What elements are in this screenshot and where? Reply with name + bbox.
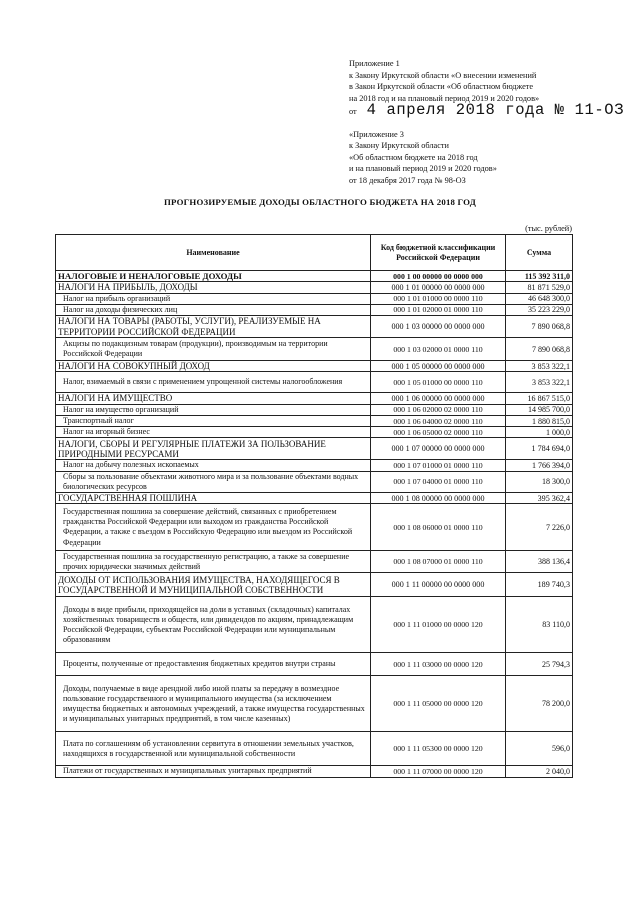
- header2-line: к Закону Иркутской области: [349, 141, 449, 151]
- column-header-code: Код бюджетной классификации Российской Федерации: [371, 235, 506, 271]
- row-sum: 35 223 229,0: [506, 304, 573, 315]
- row-sum: 189 740,3: [506, 573, 573, 597]
- row-name: Налог на добычу полезных ископаемых: [56, 460, 371, 471]
- table-row: [56, 504, 573, 551]
- row-code: 000 1 06 04000 02 0000 110: [371, 416, 506, 427]
- unit-label: (тыс. рублей): [525, 224, 572, 233]
- table-row: [56, 551, 573, 573]
- table-header-row: [56, 235, 573, 271]
- row-sum: 388 136,4: [506, 551, 573, 573]
- row-name: Налог на имущество организаций: [56, 404, 371, 415]
- row-name: Налог, взимаемый в связи с применением упрощенной системы налогообложения: [56, 372, 371, 393]
- row-name: Государственная пошлина за государственную регистрацию, а также за совершение прочих юридически значимых действий: [56, 551, 371, 573]
- header-line: к Закону Иркутской области «О внесении изменений: [349, 70, 537, 80]
- row-code: 000 1 06 02000 02 0000 110: [371, 404, 506, 415]
- row-code: 000 1 07 00000 00 0000 000: [371, 438, 506, 460]
- row-code: 000 1 11 05300 00 0000 120: [371, 732, 506, 766]
- table-row: [56, 766, 573, 777]
- table-row: [56, 471, 573, 492]
- row-sum: 14 985 700,0: [506, 404, 573, 415]
- table-row: [56, 676, 573, 732]
- date-line: [349, 101, 625, 120]
- row-sum: 395 362,4: [506, 493, 573, 504]
- row-name: НАЛОГИ НА ИМУЩЕСТВО: [56, 393, 371, 404]
- row-name: Транспортный налог: [56, 416, 371, 427]
- row-sum: 1 880 815,0: [506, 416, 573, 427]
- row-name: НАЛОГИ НА ТОВАРЫ (РАБОТЫ, УСЛУГИ), РЕАЛИЗУЕМЫЕ НА ТЕРРИТОРИИ РОССИЙСКОЙ ФЕДЕРАЦИИ: [56, 316, 371, 338]
- row-code: 000 1 11 07000 00 0000 120: [371, 766, 506, 777]
- row-sum: 7 890 068,8: [506, 338, 573, 361]
- table-body: [56, 271, 573, 778]
- table-row: [56, 361, 573, 372]
- row-code: 000 1 06 00000 00 0000 000: [371, 393, 506, 404]
- table-row: [56, 427, 573, 438]
- row-sum: 16 867 515,0: [506, 393, 573, 404]
- table-row: [56, 653, 573, 676]
- row-name: Платежи от государственных и муниципальных унитарных предприятий: [56, 766, 371, 777]
- table-row: [56, 404, 573, 415]
- row-code: 000 1 11 03000 00 0000 120: [371, 653, 506, 676]
- row-code: 000 1 08 00000 00 0000 000: [371, 493, 506, 504]
- table-row: [56, 293, 573, 304]
- row-sum: 1 766 394,0: [506, 460, 573, 471]
- table-row: [56, 493, 573, 504]
- row-code: 000 1 01 00000 00 0000 000: [371, 282, 506, 293]
- row-name: Налог на прибыль организаций: [56, 293, 371, 304]
- row-code: 000 1 07 01000 01 0000 110: [371, 460, 506, 471]
- document-title: ПРОГНОЗИРУЕМЫЕ ДОХОДЫ ОБЛАСТНОГО БЮДЖЕТА НА 2018 ГОД: [164, 197, 476, 207]
- row-name: ГОСУДАРСТВЕННАЯ ПОШЛИНА: [56, 493, 371, 504]
- row-code: 000 1 06 05000 02 0000 110: [371, 427, 506, 438]
- row-code: 000 1 07 04000 01 0000 110: [371, 471, 506, 492]
- row-code: 000 1 08 06000 01 0000 110: [371, 504, 506, 551]
- row-name: Плата по соглашениям об установлении сервитута в отношении земельных участков, находящихся в государственной или муниципальной собственности: [56, 732, 371, 766]
- row-sum: 83 110,0: [506, 597, 573, 653]
- header-line: на 2018 год и на плановый период 2019 и 2020 годов»: [349, 93, 540, 103]
- header2-line: «Приложение 3: [349, 130, 404, 139]
- row-code: 000 1 01 01000 00 0000 110: [371, 293, 506, 304]
- row-name: НАЛОГОВЫЕ И НЕНАЛОГОВЫЕ ДОХОДЫ: [56, 271, 371, 282]
- row-code: 000 1 08 07000 01 0000 110: [371, 551, 506, 573]
- row-code: 000 1 03 00000 00 0000 000: [371, 316, 506, 338]
- header2-line: от 18 декабря 2017 года № 98-ОЗ: [349, 175, 466, 185]
- table-row: [56, 573, 573, 597]
- row-code: 000 1 01 02000 01 0000 110: [371, 304, 506, 315]
- row-name: Налог на доходы физических лиц: [56, 304, 371, 315]
- row-sum: 81 871 529,0: [506, 282, 573, 293]
- table-row: [56, 304, 573, 315]
- table-row: [56, 316, 573, 338]
- row-sum: 25 794,3: [506, 653, 573, 676]
- table-row: [56, 438, 573, 460]
- table-row: [56, 372, 573, 393]
- row-sum: 7 890 068,8: [506, 316, 573, 338]
- row-sum: 115 392 311,0: [506, 271, 573, 282]
- table-row: [56, 416, 573, 427]
- row-name: НАЛОГИ НА ПРИБЫЛЬ, ДОХОДЫ: [56, 282, 371, 293]
- handwritten-date: 4 апреля 2018 года № 11-ОЗ: [366, 101, 625, 120]
- row-name: НАЛОГИ, СБОРЫ И РЕГУЛЯРНЫЕ ПЛАТЕЖИ ЗА ПОЛЬЗОВАНИЕ ПРИРОДНЫМИ РЕСУРСАМИ: [56, 438, 371, 460]
- table-row: [56, 732, 573, 766]
- row-sum: 596,0: [506, 732, 573, 766]
- row-name: Государственная пошлина за совершение действий, связанных с приобретением гражданства Российской Федерации или выходом из гражданства Российской Федерации, а также с въездом в Российскую Федерацию или выездом из Российской Федерации: [56, 504, 371, 551]
- row-sum: 46 648 300,0: [506, 293, 573, 304]
- table-row: [56, 282, 573, 293]
- row-name: НАЛОГИ НА СОВОКУПНЫЙ ДОХОД: [56, 361, 371, 372]
- table-row: [56, 271, 573, 282]
- row-code: 000 1 00 00000 00 0000 000: [371, 271, 506, 282]
- row-name: Проценты, полученные от предоставления бюджетных кредитов внутри страны: [56, 653, 371, 676]
- table-row: [56, 597, 573, 653]
- column-header-sum: Сумма: [506, 235, 573, 271]
- row-code: 000 1 11 01000 00 0000 120: [371, 597, 506, 653]
- header-line: Приложение 1: [349, 59, 400, 68]
- row-code: 000 1 05 00000 00 0000 000: [371, 361, 506, 372]
- row-sum: 2 040,0: [506, 766, 573, 777]
- row-sum: 3 853 322,1: [506, 372, 573, 393]
- row-sum: 78 200,0: [506, 676, 573, 732]
- table-row: [56, 338, 573, 361]
- row-name: Доходы в виде прибыли, приходящейся на доли в уставных (складочных) капиталах хозяйственных товариществ и обществ, или дивидендов по акциям, принадлежащим Российской Федерации, субъектам Российской Федерации или муниципальным образованиям: [56, 597, 371, 653]
- table-row: [56, 460, 573, 471]
- row-sum: 7 226,0: [506, 504, 573, 551]
- row-code: 000 1 11 00000 00 0000 000: [371, 573, 506, 597]
- row-sum: 1 000,0: [506, 427, 573, 438]
- table-row: [56, 393, 573, 404]
- row-code: 000 1 11 05000 00 0000 120: [371, 676, 506, 732]
- header-line: в Закон Иркутской области «Об областном бюджете: [349, 82, 534, 92]
- header2-line: и на плановый период 2019 и 2020 годов»: [349, 164, 497, 174]
- date-prefix: от: [349, 107, 357, 117]
- original-appendix-header: [349, 129, 497, 186]
- row-code: 000 1 03 02000 01 0000 110: [371, 338, 506, 361]
- appendix-header: [349, 58, 624, 118]
- revenue-table: [55, 234, 573, 778]
- row-sum: 18 300,0: [506, 471, 573, 492]
- row-name: Доходы, получаемые в виде арендной либо иной платы за передачу в возмездное пользование государственного и муниципального имущества (за исключением имущества бюджетных и автономных учреждений, а также имущества государственных и муниципальных унитарных предприятий, в том числе казенных): [56, 676, 371, 732]
- row-sum: 3 853 322,1: [506, 361, 573, 372]
- row-sum: 1 784 694,0: [506, 438, 573, 460]
- row-name: Акцизы по подакцизным товарам (продукции), производимым на территории Российской Федерации: [56, 338, 371, 361]
- row-name: ДОХОДЫ ОТ ИСПОЛЬЗОВАНИЯ ИМУЩЕСТВА, НАХОДЯЩЕГОСЯ В ГОСУДАРСТВЕННОЙ И МУНИЦИПАЛЬНОЙ СОБСТВЕННОСТИ: [56, 573, 371, 597]
- row-name: Сборы за пользование объектами животного мира и за пользование объектами водных биологических ресурсов: [56, 471, 371, 492]
- column-header-name: Наименование: [56, 235, 371, 271]
- header2-line: «Об областном бюджете на 2018 год: [349, 152, 478, 162]
- row-name: Налог на игорный бизнес: [56, 427, 371, 438]
- row-code: 000 1 05 01000 00 0000 110: [371, 372, 506, 393]
